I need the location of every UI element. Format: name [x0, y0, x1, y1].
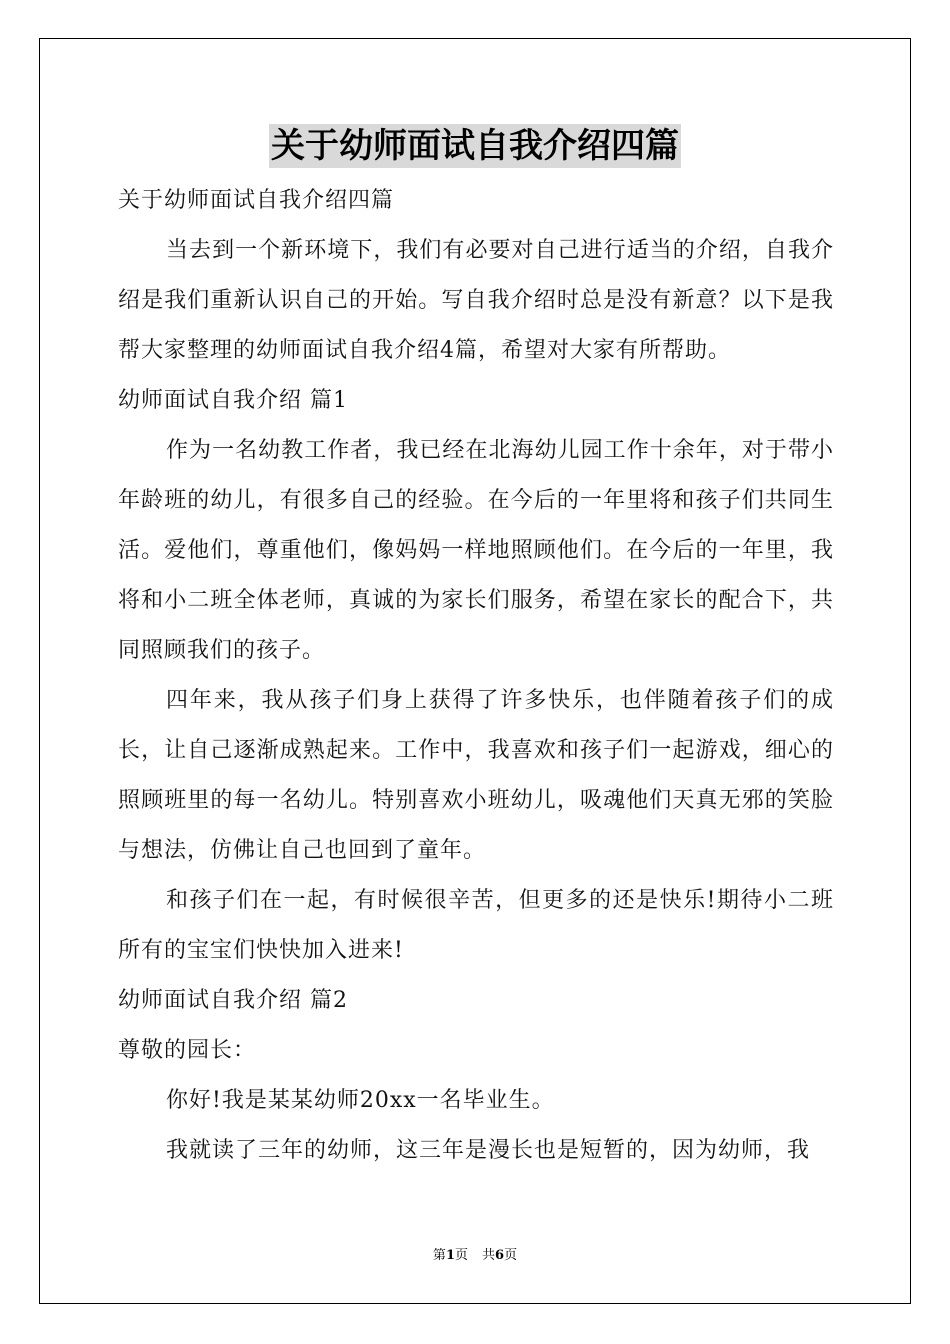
total-suffix: 页 — [504, 1248, 518, 1263]
document-body — [118, 176, 834, 1176]
page-prefix: 第 — [432, 1248, 446, 1263]
title-block — [0, 124, 950, 168]
paragraph: 我就读了三年的幼师，这三年是漫长也是短暂的，因为幼师，我 — [166, 1138, 811, 1163]
section-heading: 幼师面试自我介绍 篇2 — [118, 988, 348, 1013]
total-prefix: 共 — [482, 1248, 496, 1263]
document-title: 关于幼师面试自我介绍四篇 — [271, 126, 679, 166]
paragraph: 你好!我是某某幼师20xx一名毕业生。 — [166, 1088, 555, 1113]
paragraph: 和孩子们在一起，有时候很辛苦，但更多的还是快乐!期待小二班所有的宝宝们快快加入进来! — [118, 888, 834, 963]
paragraph: 关于幼师面试自我介绍四篇 — [118, 188, 395, 213]
page-footer — [0, 1247, 950, 1265]
paragraph: 当去到一个新环境下，我们有必要对自己进行适当的介绍，自我介绍是我们重新认识自己的开始。写自我介绍时总是没有新意？以下是我帮大家整理的幼师面试自我介绍4篇，希望对大家有所帮助。 — [118, 238, 834, 363]
paragraph: 作为一名幼教工作者，我已经在北海幼儿园工作十余年，对于带小年龄班的幼儿，有很多自己的经验。在今后的一年里将和孩子们共同生活。爱他们，尊重他们，像妈妈一样地照顾他们。在今后的一年里，我将和小二班全体老师，真诚的为家长们服务，希望在家长的配合下，共同照顾我们的孩子。 — [118, 438, 834, 663]
page-suffix: 页 — [454, 1248, 468, 1263]
total-pages: 6 — [495, 1248, 505, 1263]
page-number: 1 — [445, 1248, 455, 1263]
salutation: 尊敬的园长： — [118, 1038, 257, 1063]
paragraph: 四年来，我从孩子们身上获得了许多快乐，也伴随着孩子们的成长，让自己逐渐成熟起来。工作中，我喜欢和孩子们一起游戏，细心的照顾班里的每一名幼儿。特别喜欢小班幼儿，吸魂他们天真无邪的笑脸与想法，仿佛让自己也回到了童年。 — [118, 688, 834, 863]
section-heading: 幼师面试自我介绍 篇1 — [118, 388, 348, 413]
